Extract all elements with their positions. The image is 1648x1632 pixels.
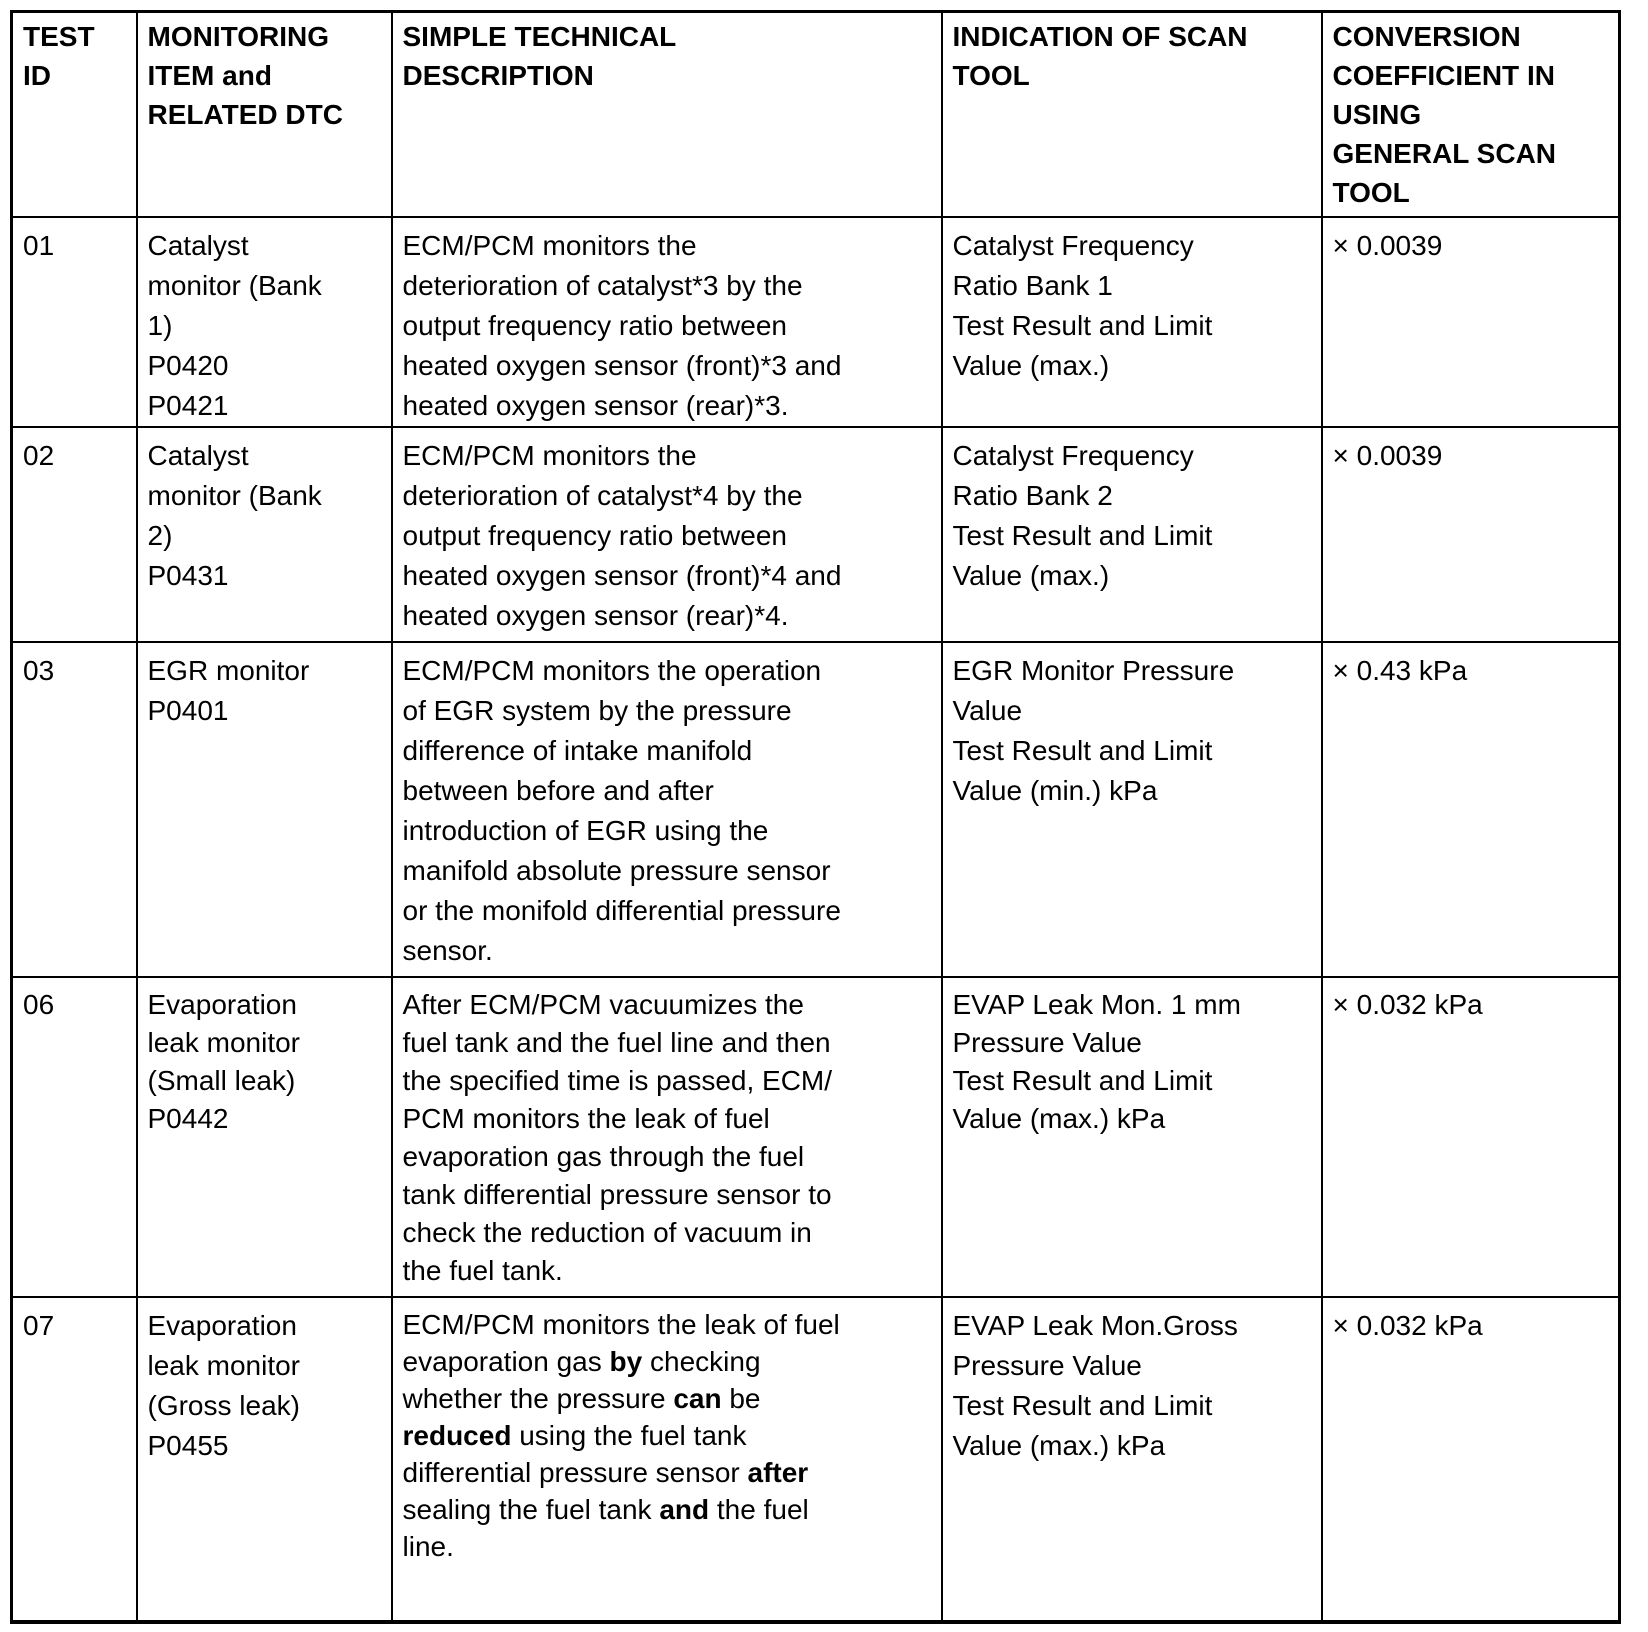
cell-description [392, 427, 942, 642]
table-row [12, 427, 1620, 642]
text-line: × 0.032 kPa [1332, 1309, 1483, 1341]
text-line: 02 [23, 439, 55, 471]
text-line: TOOL [952, 60, 1030, 91]
cell-description [392, 642, 942, 977]
cell-conversion-coefficient [1322, 977, 1620, 1297]
text-line: Catalyst [147, 229, 249, 261]
text-line: EVAP Leak Mon. 1 mm [952, 988, 1241, 1020]
cell-description [392, 977, 942, 1297]
text-line: Ratio Bank 1 [952, 269, 1113, 301]
text-segment: checking [642, 1345, 761, 1377]
cell-scan-tool-indication [942, 427, 1322, 642]
text-line: EGR monitor [147, 654, 310, 686]
text-line: Evaporation [147, 1309, 297, 1341]
cell-conversion-coefficient [1322, 427, 1620, 642]
cell-test-id [12, 427, 137, 642]
text-line: × 0.43 kPa [1332, 654, 1468, 686]
text-line: P0421 [147, 389, 229, 421]
text-line: difference of intake manifold [402, 734, 753, 766]
text-line: fuel tank and the fuel line and then [402, 1026, 831, 1058]
text-line: between before and after [402, 774, 714, 806]
text-line: ECM/PCM monitors the [402, 229, 697, 261]
header-row [12, 12, 1620, 217]
text-line: Test Result and Limit [952, 1389, 1213, 1421]
text-line: Test Result and Limit [952, 734, 1213, 766]
table-row [12, 1297, 1620, 1622]
cell-description [392, 217, 942, 427]
col-header-technical-description [392, 12, 942, 217]
text-segment: after [747, 1456, 809, 1488]
cell-scan-tool-indication [942, 977, 1322, 1297]
text-line: of EGR system by the pressure [402, 694, 792, 726]
text-line: deterioration of catalyst*4 by the [402, 479, 803, 511]
text-line: output frequency ratio between [402, 309, 787, 341]
text-line: introduction of EGR using the [402, 814, 769, 846]
text-line: TEST [23, 21, 95, 52]
text-line: (Gross leak) [147, 1389, 300, 1421]
text-line: Catalyst [147, 439, 249, 471]
table-body [12, 217, 1620, 1622]
text-line: Value (max.) kPa [952, 1429, 1166, 1461]
text-line: deterioration of catalyst*3 by the [402, 269, 803, 301]
text-line: 07 [23, 1309, 55, 1341]
text-segment: and [659, 1493, 710, 1525]
text-line: COEFFICIENT IN [1332, 60, 1555, 91]
text-line [403, 1380, 937, 1417]
text-line: Value (min.) kPa [952, 774, 1158, 806]
text-line [403, 1454, 937, 1491]
text-line: P0442 [147, 1102, 229, 1134]
text-line: × 0.0039 [1332, 229, 1443, 261]
cell-scan-tool-indication [942, 642, 1322, 977]
text-line: heated oxygen sensor (rear)*3. [402, 389, 789, 421]
text-line: INDICATION OF SCAN [952, 21, 1248, 52]
cell-conversion-coefficient [1322, 1297, 1620, 1622]
text-line: PCM monitors the leak of fuel [402, 1102, 770, 1134]
text-line: 1) [147, 309, 173, 341]
text-line: Ratio Bank 2 [952, 479, 1113, 511]
text-line: the fuel tank. [402, 1254, 563, 1286]
text-line: Pressure Value [952, 1026, 1142, 1058]
text-line [403, 1417, 937, 1454]
text-line: heated oxygen sensor (front)*4 and [402, 559, 842, 591]
text-line: Catalyst Frequency [952, 439, 1194, 471]
text-line: heated oxygen sensor (rear)*4. [402, 599, 789, 631]
text-line: Test Result and Limit [952, 1064, 1213, 1096]
text-line: SIMPLE TECHNICAL [402, 21, 677, 52]
text-line: Value (max.) [952, 349, 1110, 381]
table-row [12, 642, 1620, 977]
cell-scan-tool-indication [942, 1297, 1322, 1622]
cell-test-id [12, 217, 137, 427]
text-line: check the reduction of vacuum in [402, 1216, 812, 1248]
text-line: 01 [23, 229, 55, 261]
cell-monitoring-item [137, 217, 392, 427]
cell-conversion-coefficient [1322, 642, 1620, 977]
text-line: ITEM and [147, 60, 272, 91]
text-line: × 0.032 kPa [1332, 988, 1483, 1020]
text-line: EVAP Leak Mon.Gross [952, 1309, 1238, 1341]
text-line: P0431 [147, 559, 229, 591]
cell-test-id [12, 977, 137, 1297]
text-segment: whether the pressure [402, 1382, 674, 1414]
text-line: After ECM/PCM vacuumizes the [402, 988, 804, 1020]
text-line: ECM/PCM monitors the operation [402, 654, 822, 686]
text-line: Value (max.) [952, 559, 1110, 591]
text-line: or the monifold differential pressure [402, 894, 841, 926]
text-line: × 0.0039 [1332, 439, 1443, 471]
text-line: MONITORING [147, 21, 329, 52]
cell-monitoring-item [137, 642, 392, 977]
text-line: tank differential pressure sensor to [402, 1178, 832, 1210]
col-header-scan-tool-indication [942, 12, 1322, 217]
text-line: TOOL [1332, 177, 1410, 208]
text-line: Value [952, 694, 1023, 726]
text-line: monitor (Bank [147, 479, 322, 511]
text-segment: the fuel [709, 1493, 809, 1525]
text-line: 06 [23, 988, 55, 1020]
obd-monitor-test-table [10, 10, 1621, 1624]
cell-description [392, 1297, 942, 1622]
text-line [403, 1343, 937, 1380]
text-line: sensor. [402, 934, 493, 966]
text-line: P0420 [147, 349, 229, 381]
text-line: Evaporation [147, 988, 297, 1020]
text-line: Test Result and Limit [952, 519, 1213, 551]
text-segment: using the fuel tank [511, 1419, 747, 1451]
text-line: leak monitor [147, 1026, 301, 1058]
cell-test-id [12, 1297, 137, 1622]
text-line: monitor (Bank [147, 269, 322, 301]
text-line: (Small leak) [147, 1064, 296, 1096]
text-line: output frequency ratio between [402, 519, 787, 551]
text-line: DESCRIPTION [402, 60, 594, 91]
col-header-conversion-coefficient [1322, 12, 1620, 217]
text-line: ECM/PCM monitors the [402, 439, 697, 471]
text-line: RELATED DTC [147, 99, 343, 130]
text-line: 2) [147, 519, 173, 551]
cell-monitoring-item [137, 427, 392, 642]
text-line: Pressure Value [952, 1349, 1142, 1381]
text-line: the specified time is passed, ECM/ [402, 1064, 833, 1096]
text-line: USING [1332, 99, 1422, 130]
text-line: GENERAL SCAN [1332, 138, 1557, 169]
text-line: P0401 [147, 694, 229, 726]
text-line: evaporation gas through the fuel [402, 1140, 805, 1172]
cell-monitoring-item [137, 977, 392, 1297]
text-segment: reduced [402, 1419, 512, 1451]
text-segment: sealing the fuel tank [402, 1493, 660, 1525]
text-line: manifold absolute pressure sensor [402, 854, 831, 886]
text-segment: be [721, 1382, 761, 1414]
text-line: ID [23, 60, 51, 91]
text-segment: evaporation gas [402, 1345, 610, 1377]
text-line: Catalyst Frequency [952, 229, 1194, 261]
text-line: Value (max.) kPa [952, 1102, 1166, 1134]
text-line: P0455 [147, 1429, 229, 1461]
col-header-test-id [12, 12, 137, 217]
text-line: leak monitor [147, 1349, 301, 1381]
text-line [403, 1491, 937, 1528]
cell-scan-tool-indication [942, 217, 1322, 427]
text-segment: differential pressure sensor [402, 1456, 748, 1488]
cell-test-id [12, 642, 137, 977]
text-segment: can [673, 1382, 722, 1414]
cell-monitoring-item [137, 1297, 392, 1622]
text-line: ECM/PCM monitors the leak of fuel [402, 1308, 840, 1340]
text-line: CONVERSION [1332, 21, 1521, 52]
table-row [12, 977, 1620, 1297]
text-line: heated oxygen sensor (front)*3 and [402, 349, 842, 381]
table-row [12, 217, 1620, 427]
cell-conversion-coefficient [1322, 217, 1620, 427]
text-line: line. [402, 1530, 454, 1562]
text-segment: by [609, 1345, 643, 1377]
text-line: Test Result and Limit [952, 309, 1213, 341]
col-header-monitoring-item [137, 12, 392, 217]
text-line: EGR Monitor Pressure [952, 654, 1235, 686]
text-line: 03 [23, 654, 55, 686]
